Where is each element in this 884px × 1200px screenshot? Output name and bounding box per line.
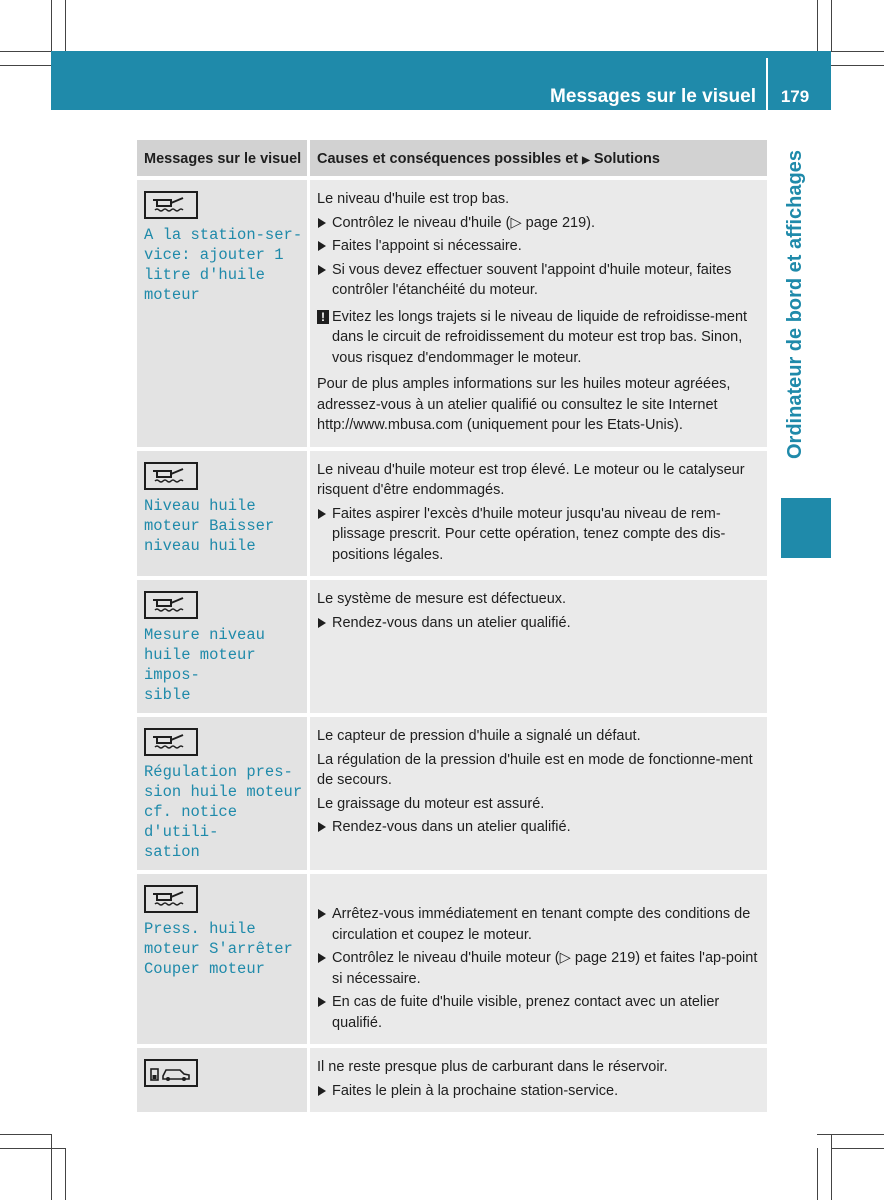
table-row <box>137 576 767 713</box>
display-message: A la station-ser- vice: ajouter 1 litre d'huile moteur <box>144 226 303 304</box>
display-message: Régulation pres- sion huile moteur cf. notice d'utili- sation <box>144 763 303 861</box>
messages-table <box>137 140 767 1112</box>
crop-mark <box>0 51 51 52</box>
solution-bullet: Faites l'appoint si nécessaire. <box>317 236 761 257</box>
solution-bullet: En cas de fuite d'huile visible, prenez contact avec un atelier qualifié. <box>317 992 761 1033</box>
table-row <box>137 1044 767 1112</box>
fuel-reserve-car-icon <box>144 1059 198 1087</box>
info-text: Pour de plus amples informations sur les huiles moteur agréées, adressez-vous à un atelier qualifié ou consultez le site Internet http://www.mbusa.com (uniquement pour les Etats-Unis). <box>317 376 731 433</box>
solution-bullet: Contrôlez le niveau d'huile (▷ page 219). <box>317 213 761 234</box>
message-cell <box>137 874 307 1044</box>
page-title: Messages sur le visuel <box>550 86 756 107</box>
solution-cell <box>310 580 767 713</box>
cause-text: Le niveau d'huile moteur est trop élevé. Le moteur ou le catalyseur risquent d'être endommagés. <box>317 461 745 498</box>
solution-bullet: Si vous devez effectuer souvent l'appoint d'huile moteur, faites contrôler l'étanchéité du moteur. <box>317 260 761 301</box>
cause-text: La régulation de la pression d'huile est en mode de fonctionne-ment de secours. <box>317 751 753 788</box>
cause-text: Le système de mesure est défectueux. <box>317 591 567 607</box>
warning-exclamation-icon: ! <box>317 310 329 324</box>
crop-mark <box>51 1134 52 1200</box>
solution-bullet: Arrêtez-vous immédiatement en tenant compte des conditions de circulation et coupez le moteur. <box>317 904 761 945</box>
crop-mark <box>51 0 52 51</box>
message-cell <box>137 717 307 870</box>
message-cell <box>137 580 307 713</box>
column-header-solutions-label: Solutions <box>593 151 660 167</box>
crop-mark <box>65 1148 66 1200</box>
crop-mark <box>831 0 832 51</box>
display-message: Mesure niveau huile moteur impos- sible <box>144 626 265 704</box>
solution-cell <box>310 1048 767 1112</box>
warning-note <box>317 307 761 369</box>
table-row <box>137 447 767 577</box>
oil-can-level-icon <box>144 885 198 913</box>
page-number: 179 <box>780 87 810 106</box>
solution-bullet: Contrôlez le niveau d'huile moteur (▷ page 219) et faites l'ap-point si nécessaire. <box>317 948 761 989</box>
solution-bullet: Rendez-vous dans un atelier qualifié. <box>317 613 761 634</box>
column-header-messages: Messages sur le visuel <box>137 140 307 176</box>
crop-mark <box>817 1148 818 1200</box>
table-row <box>137 713 767 870</box>
display-message: Press. huile moteur S'arrêter Couper moteur <box>144 920 293 978</box>
column-header-causes-label: Causes et conséquences possibles et <box>317 151 579 167</box>
table-row <box>137 176 767 447</box>
solution-bullet: Rendez-vous dans un atelier qualifié. <box>317 817 761 838</box>
solution-cell <box>310 180 767 447</box>
oil-can-level-icon <box>144 728 198 756</box>
oil-can-level-icon <box>144 591 198 619</box>
crop-mark <box>0 1134 51 1135</box>
message-cell <box>137 1048 307 1112</box>
cause-text: Il ne reste presque plus de carburant dans le réservoir. <box>317 1059 668 1075</box>
solution-bullet: Faites aspirer l'excès d'huile moteur jusqu'au niveau de rem-plissage prescrit. Pour cette opération, tenez compte des dis-positions légales. <box>317 504 761 566</box>
section-side-marker <box>781 498 831 558</box>
solution-cell <box>310 451 767 577</box>
crop-mark <box>831 1134 832 1200</box>
column-header-causes <box>310 140 767 176</box>
crop-mark <box>831 51 884 52</box>
section-side-title: Ordinateur de bord et affichages <box>784 150 806 459</box>
cause-text: Le graissage du moteur est assuré. <box>317 795 545 812</box>
solution-cell <box>310 874 767 1044</box>
cause-text: Le capteur de pression d'huile a signalé un défaut. <box>317 728 641 744</box>
table-row <box>137 870 767 1044</box>
warning-text: Evitez les longs trajets si le niveau de liquide de refroidisse-ment dans le circuit de refroidissement du moteur est trop bas. Sinon, vous risquez d'endommager le moteur. <box>332 308 748 366</box>
message-cell <box>137 180 307 447</box>
oil-can-level-icon <box>144 191 198 219</box>
cause-text: Le niveau d'huile est trop bas. <box>317 191 510 207</box>
message-cell <box>137 451 307 577</box>
solution-bullet: Faites le plein à la prochaine station-service. <box>317 1081 761 1102</box>
crop-mark <box>0 1148 66 1149</box>
solution-cell <box>310 717 767 870</box>
arrow-right-icon: ▶ <box>582 155 590 166</box>
table-header-row <box>137 140 767 176</box>
crop-mark <box>817 1134 884 1135</box>
oil-can-level-icon <box>144 462 198 490</box>
display-message: Niveau huile moteur Baisser niveau huile <box>144 496 275 555</box>
crop-mark <box>831 1148 884 1149</box>
